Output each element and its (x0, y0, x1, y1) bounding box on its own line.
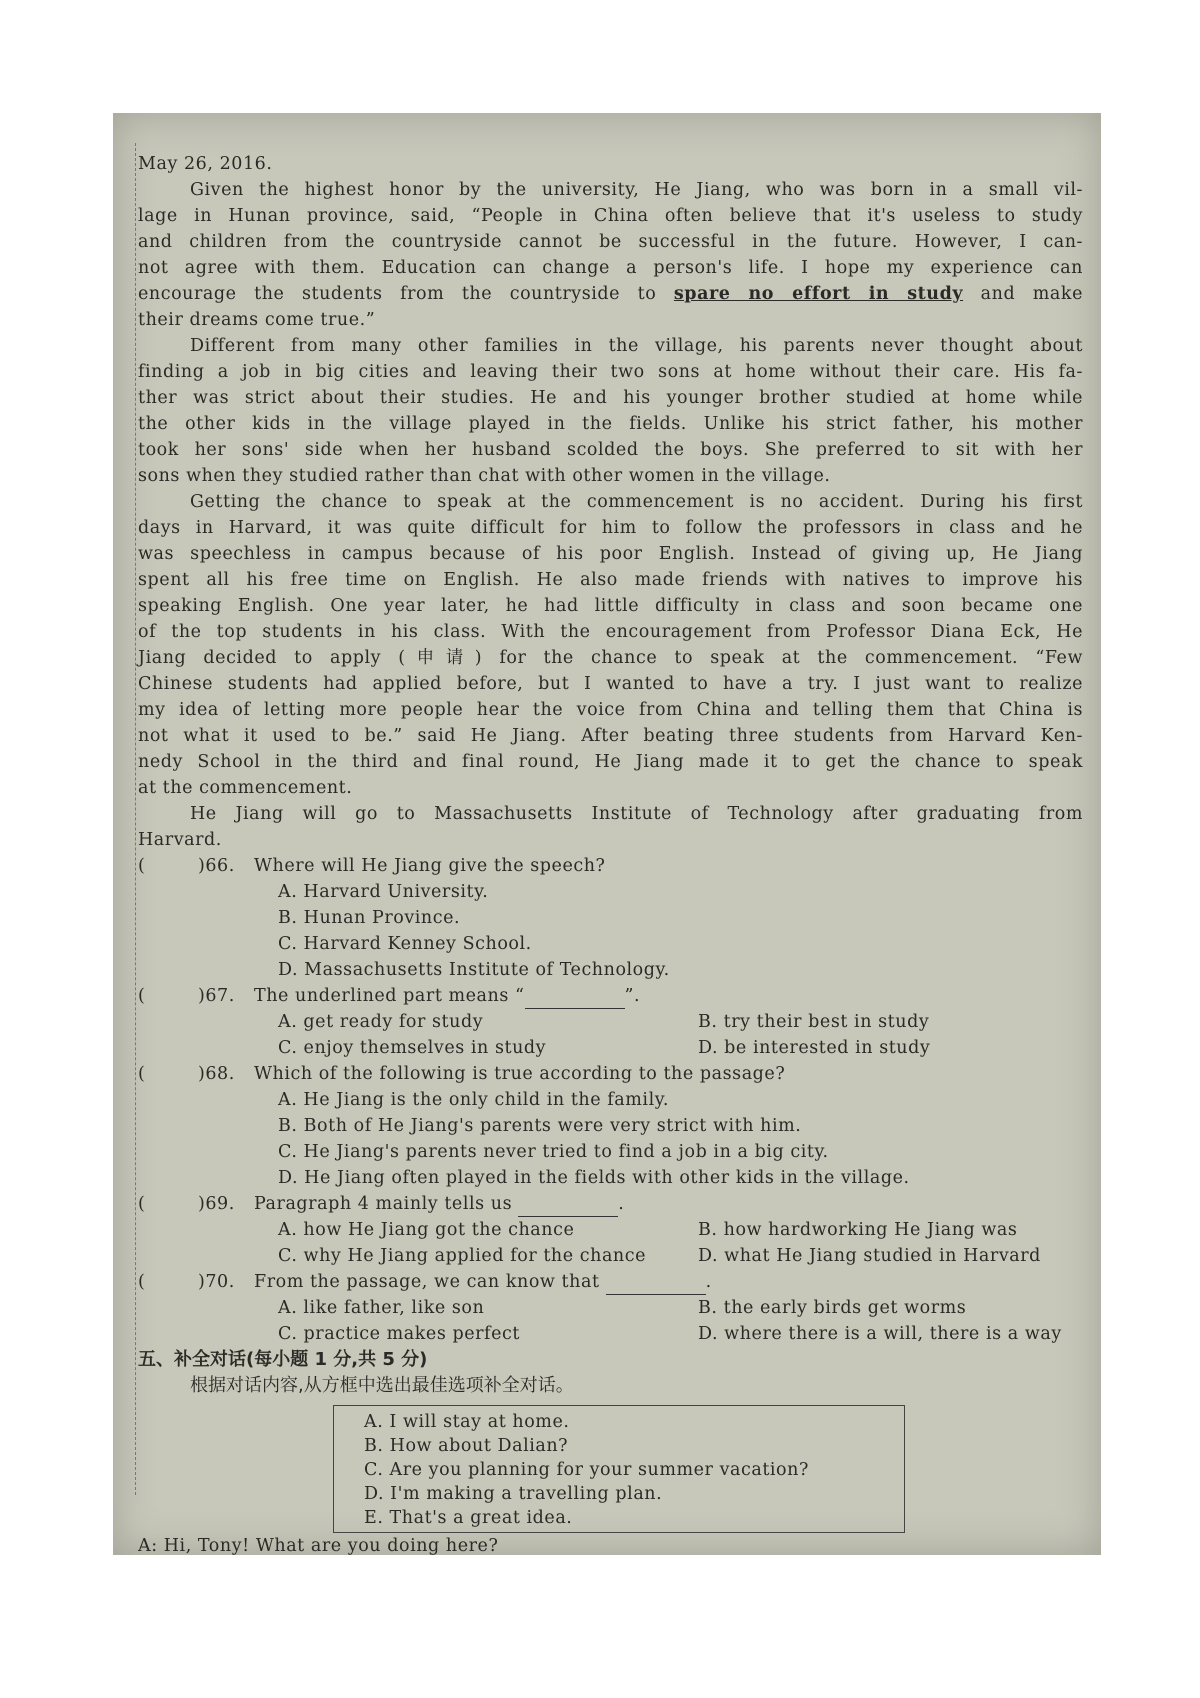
stem-post: ”. (624, 986, 641, 1006)
paragraph-line: not what it used to be.” said He Jiang. After beating three students from Harvard Ken- (138, 726, 1083, 746)
section-instruction: 根据对话内容,从方框中选出最佳选项补全对话。 (190, 1375, 574, 1396)
question-stem (138, 983, 1083, 1009)
option-c: C. He Jiang's parents never tried to find a job in a big city. (278, 1142, 829, 1162)
box-option-c: C. Are you planning for your summer vacation? (364, 1460, 809, 1480)
text-segment: and make (980, 284, 1083, 304)
text-segment: encourage the students from the countryside to (138, 284, 657, 304)
answer-paren[interactable]: ( (138, 1194, 146, 1214)
date-line: May 26, 2016. (138, 154, 273, 174)
question-number: )68. (198, 1064, 235, 1084)
dialog-line: A: Hi, Tony! What are you doing here? (138, 1536, 499, 1556)
option-d: D. Massachusetts Institute of Technology. (278, 960, 670, 980)
question-text (254, 1269, 712, 1295)
question-66 (138, 853, 1083, 983)
stem-pre: Paragraph 4 mainly tells us (254, 1194, 513, 1214)
paragraph-line: Harvard. (138, 830, 222, 850)
question-stem (138, 853, 1083, 879)
answer-paren[interactable]: ( (138, 986, 146, 1006)
question-69 (138, 1191, 1083, 1269)
question-stem (138, 1269, 1083, 1295)
paragraph-line: nedy School in the third and final round, He Jiang made it to get the chance to speak (138, 752, 1083, 772)
stem-post: . (618, 1194, 625, 1214)
answer-paren[interactable]: ( (138, 856, 146, 876)
option-row (278, 1243, 1083, 1269)
question-stem (138, 1061, 1083, 1087)
option-b: B. the early birds get worms (698, 1298, 967, 1318)
paragraph-line: took her sons' side when her husband scolded the boys. She preferred to sit with her (138, 440, 1083, 460)
question-text (254, 983, 640, 1009)
paragraph-line: speaking English. One year later, he had little difficulty in class and soon became one (138, 596, 1083, 616)
paragraph-line: their dreams come true.” (138, 310, 376, 330)
options-box (333, 1405, 905, 1533)
section-5 (138, 1347, 1083, 1559)
option-b: B. try their best in study (698, 1012, 930, 1032)
paragraph-line: Getting the chance to speak at the commencement is no accident. During his first (190, 492, 1083, 512)
paragraph-line: ther was strict about their studies. He and his younger brother studied at home while (138, 388, 1083, 408)
option-row (278, 1009, 1083, 1035)
option-d: D. be interested in study (698, 1038, 931, 1058)
question-number: )69. (198, 1194, 235, 1214)
box-option-e: E. That's a great idea. (364, 1508, 573, 1528)
option-a: A. Harvard University. (278, 882, 489, 902)
paragraph-3 (138, 489, 1083, 801)
paragraph-line: sons when they studied rather than chat with other women in the village. (138, 466, 831, 486)
answer-blank[interactable] (606, 1276, 706, 1295)
question-70 (138, 1269, 1083, 1347)
paragraph-4 (138, 801, 1083, 853)
paragraph-line: spent all his free time on English. He also made friends with natives to improve his (138, 570, 1083, 590)
option-c: C. enjoy themselves in study (278, 1038, 547, 1058)
option-b: B. Hunan Province. (278, 908, 461, 928)
stem-pre: From the passage, we can know that (254, 1272, 600, 1292)
answer-blank[interactable] (518, 1198, 618, 1217)
option-row (278, 1321, 1083, 1347)
option-c: C. practice makes perfect (278, 1324, 520, 1344)
paragraph-line: the other kids in the village played in the fields. Unlike his strict father, his mother (138, 414, 1083, 434)
option-c: C. why He Jiang applied for the chance (278, 1246, 647, 1266)
stem-post: . (705, 1272, 712, 1292)
question-67 (138, 983, 1083, 1061)
stem-pre: The underlined part means “ (254, 986, 525, 1006)
question-number: )67. (198, 986, 235, 1006)
question-text (254, 1191, 624, 1217)
box-option-d: D. I'm making a travelling plan. (364, 1484, 663, 1504)
paragraph-line: was speechless in campus because of his poor English. Instead of giving up, He Jiang (138, 544, 1083, 564)
section-heading: 五、补全对话(每小题 1 分,共 5 分) (138, 1349, 428, 1370)
option-a: A. He Jiang is the only child in the family. (278, 1090, 669, 1110)
option-b: B. how hardworking He Jiang was (698, 1220, 1018, 1240)
option-c: C. Harvard Kenney School. (278, 934, 532, 954)
paragraph-line: Chinese students had applied before, but I wanted to have a try. I just want to realize (138, 674, 1083, 694)
paragraph-line: finding a job in big cities and leaving their two sons at home without their care. His fa- (138, 362, 1083, 382)
paragraph-1 (138, 177, 1083, 333)
paragraph-line: and children from the countryside cannot be successful in the future. However, I can- (138, 232, 1083, 252)
option-row (278, 1295, 1083, 1321)
question-number: )70. (198, 1272, 235, 1292)
paragraph-line: He Jiang will go to Massachusetts Institute of Technology after graduating from (190, 804, 1083, 824)
underlined-phrase: spare no effort in study (673, 284, 964, 304)
question-68 (138, 1061, 1083, 1191)
box-option-a: A. I will stay at home. (364, 1412, 570, 1432)
paragraph-line: my idea of letting more people hear the voice from China and telling them that China is (138, 700, 1083, 720)
answer-paren[interactable]: ( (138, 1272, 146, 1292)
paragraph-line: days in Harvard, it was quite difficult for him to follow the professors in class and he (138, 518, 1083, 538)
paragraph-line: at the commencement. (138, 778, 353, 798)
paragraph-2 (138, 333, 1083, 489)
option-row (278, 1035, 1083, 1061)
paragraph-line: lage in Hunan province, said, “People in China often believe that it's useless to study (138, 206, 1083, 226)
paragraph-line: not agree with them. Education can change a person's life. I hope my experience can (138, 258, 1083, 278)
option-d: D. He Jiang often played in the fields with other kids in the village. (278, 1168, 910, 1188)
paragraph-line: Given the highest honor by the university, He Jiang, who was born in a small vil- (190, 180, 1083, 200)
question-text: Where will He Jiang give the speech? (254, 856, 606, 876)
option-a: A. get ready for study (278, 1012, 484, 1032)
answer-blank[interactable] (525, 990, 625, 1009)
option-a: A. how He Jiang got the chance (278, 1220, 575, 1240)
paragraph-line (138, 281, 1083, 307)
paragraph-line: Jiang decided to apply (申请) for the chance to speak at the commencement. “Few (138, 648, 1083, 668)
paragraph-line: Different from many other families in the village, his parents never thought about (190, 336, 1083, 356)
option-a: A. like father, like son (278, 1298, 485, 1318)
answer-paren[interactable]: ( (138, 1064, 146, 1084)
option-row (278, 1217, 1083, 1243)
option-d: D. where there is a will, there is a way (698, 1324, 1062, 1344)
paragraph-line: of the top students in his class. With the encouragement from Professor Diana Eck, He (138, 622, 1083, 642)
question-text: Which of the following is true according to the passage? (254, 1064, 786, 1084)
question-number: )66. (198, 856, 235, 876)
option-d: D. what He Jiang studied in Harvard (698, 1246, 1041, 1266)
question-stem (138, 1191, 1083, 1217)
option-b: B. Both of He Jiang's parents were very strict with him. (278, 1116, 802, 1136)
exam-sheet (113, 113, 1101, 1555)
box-option-b: B. How about Dalian? (364, 1436, 569, 1456)
page-content (138, 151, 1083, 1559)
